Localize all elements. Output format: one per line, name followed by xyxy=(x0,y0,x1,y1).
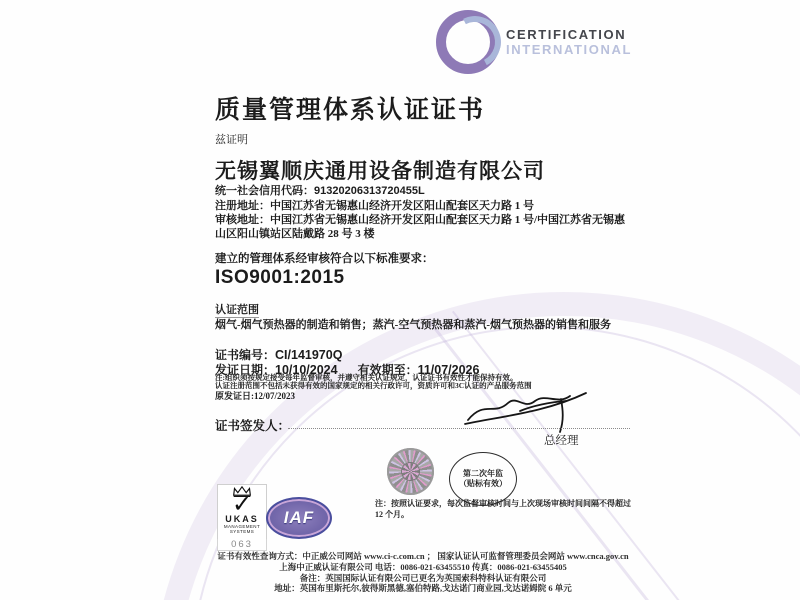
checkmark-icon: ✓ xyxy=(231,491,253,518)
ukas-name: UKAS xyxy=(225,514,259,524)
signer-title: 总经理 xyxy=(544,435,579,447)
ukas-logo xyxy=(217,484,267,540)
footer xyxy=(208,551,638,594)
company-name: 无锡翼顺庆通用设备制造有限公司 xyxy=(215,159,545,183)
standard-code: ISO9001:2015 xyxy=(215,267,345,288)
iaf-text: IAF xyxy=(283,508,315,527)
certificate-number-value: CI/141970Q xyxy=(275,348,343,362)
issuer-label: 证书签发人： xyxy=(215,419,291,433)
surveillance-stamp xyxy=(449,452,517,506)
footer-line3: 备注：英国国际认证有限公司已更名为英国索科特科认证有限公司 xyxy=(299,572,547,583)
scope-text: 烟气-烟气预热器的制造和销售；蒸汽-空气预热器和蒸汽-烟气预热器的销售和服务 xyxy=(215,319,611,331)
registered-address-label: 注册地址： xyxy=(215,200,270,212)
standard-intro: 建立的管理体系经审核符合以下标准要求： xyxy=(215,253,434,265)
original-issue-date: 原发证日:12/07/2023 xyxy=(215,391,295,401)
registered-address-value: 中国江苏省无锡惠山经济开发区阳山配套区天力路 1 号 xyxy=(270,200,534,212)
issue-date-value: 10/10/2024 xyxy=(275,363,338,377)
stamp-line1: 第二次年监 xyxy=(463,469,503,478)
certificate-note2: 认证注册范围不包括未获得有效的国家规定的相关行政许可，资质许可和3C认证的产品服务范围 xyxy=(215,381,532,390)
logo-line2: INTERNATIONAL xyxy=(506,42,632,57)
ukas-number: 063 xyxy=(217,539,267,551)
credit-code-label: 统一社会信用代码： xyxy=(215,185,314,197)
hologram-sticker-center-icon xyxy=(402,463,419,480)
ukas-subtitle: MANAGEMENT SYSTEMS xyxy=(223,524,261,534)
expiry-date-value: 11/07/2026 xyxy=(417,363,480,377)
footer-line4: 地址：英国布里斯托尔,彼得斯黑德,塞伯特路,戈达诺门商业园,戈达诺姆院 6 单元 xyxy=(274,583,572,594)
audit-address-line xyxy=(215,213,631,241)
signature-line xyxy=(288,428,630,429)
ci-logo-wordmark xyxy=(506,27,632,57)
iaf-logo-icon xyxy=(266,497,332,539)
audit-address-label: 审核地址： xyxy=(215,214,270,226)
expiry-date-label: 有效期至： xyxy=(357,363,418,377)
issue-date-label: 发证日期： xyxy=(215,363,276,377)
certify-intro: 兹证明 xyxy=(215,134,248,146)
surveillance-note: 注：按照认证要求，每次监督审核时间与上次现场审核时间间隔不得超过 12 个月。 xyxy=(375,499,631,519)
footer-line2: 上海中正威认证有限公司 电话：0086-021-63455510 传真：0086-021-63455405 xyxy=(279,561,567,572)
page-title: 质量管理体系认证证书 xyxy=(215,97,486,124)
certificate-number-label: 证书编号： xyxy=(215,348,276,362)
registered-address-line xyxy=(215,199,631,213)
stamp-line2: （贴标有效） xyxy=(459,479,507,488)
certificate-note1: 注:组织须按规定接受每年监督审核，并遵守相关认证规定，认证证书有效性才能保持有效。 xyxy=(215,373,518,382)
logo-line1: CERTIFICATION xyxy=(506,27,627,42)
credit-code-line xyxy=(215,184,631,198)
scope-label: 认证范围 xyxy=(215,304,259,316)
credit-code-value: 91320206313720455L xyxy=(314,185,425,197)
audit-address-value: 中国江苏省无锡惠山经济开发区阳山配套区天力路 1 号/中国江苏省无锡惠山区阳山镇站区陆戴路 28 号 3 楼 xyxy=(215,214,626,240)
footer-line1: 证书有效性查询方式：中正威公司网站 www.ci-c.com.cn ； 国家认证认可监督管理委员会网站 www.cnca.gov.cn xyxy=(217,551,629,561)
